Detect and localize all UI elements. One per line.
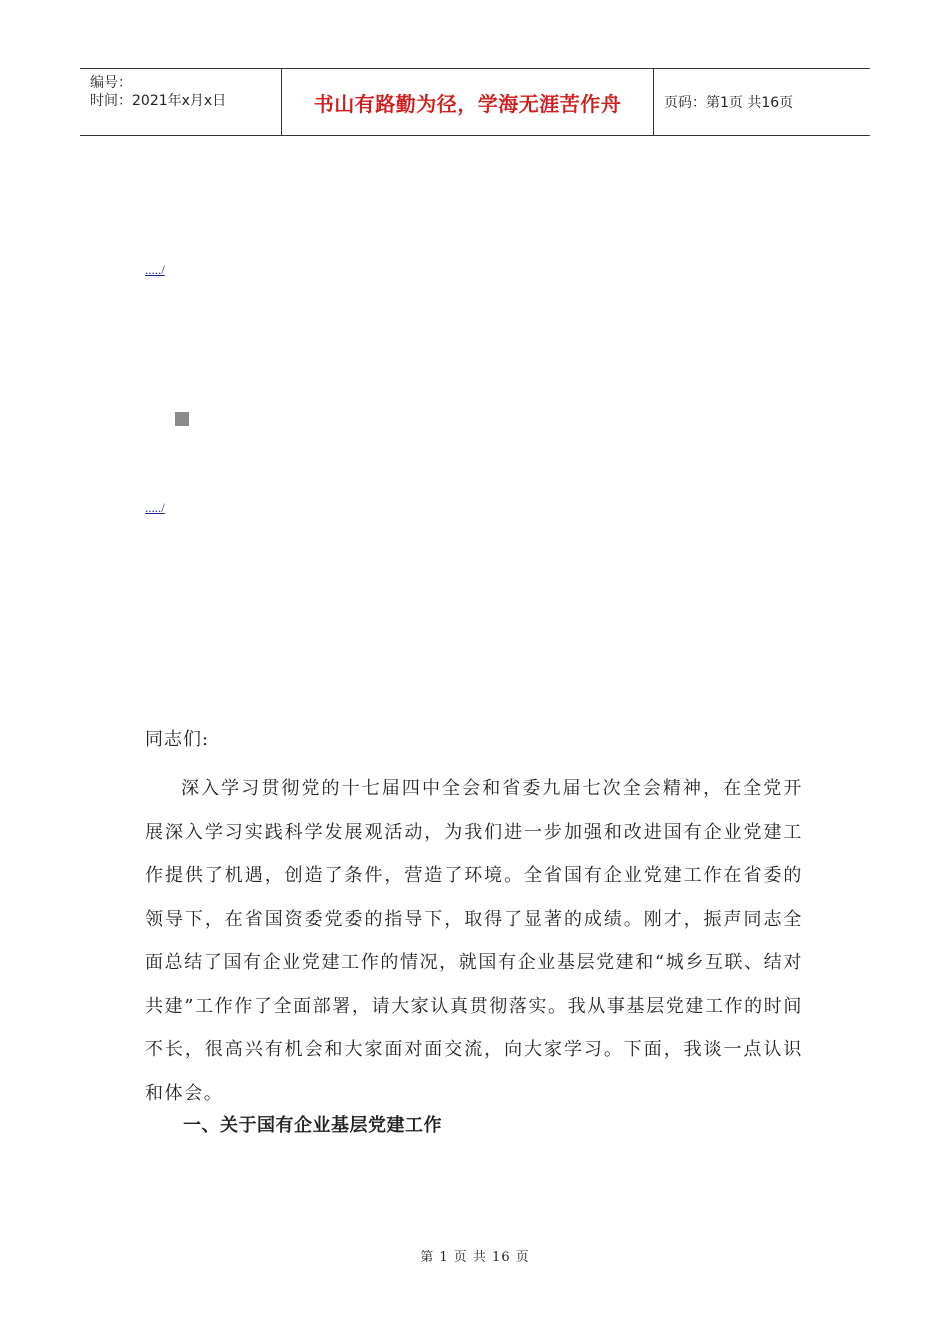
- header-page-code: 页码：第1页 共16页: [664, 95, 794, 111]
- gray-square-icon: [175, 412, 189, 426]
- document-header: [80, 68, 870, 136]
- header-meta-cell: [80, 69, 282, 135]
- dots-link-first[interactable]: ...../: [145, 262, 165, 277]
- dots-link-second[interactable]: ...../: [145, 500, 165, 515]
- page-footer: 第 1 页 共 16 页: [420, 1250, 530, 1265]
- header-motto: 书山有路勤为径，学海无涯苦作舟: [313, 91, 622, 116]
- document-number-label: 编号：: [90, 75, 132, 91]
- section-heading: 一、关于国有企业基层党建工作: [183, 1115, 442, 1136]
- document-time-label: 时间：2021年x月x日: [90, 93, 227, 109]
- header-motto-cell: [282, 69, 654, 135]
- body-paragraph: 深入学习贯彻党的十七届四中全会和省委九届七次全会精神，在全党开展深入学习实践科学发展观活动，为我们进一步加强和改进国有企业党建工作提供了机遇，创造了条件，营造了环境。全省国有企业党建工作在省委的领导下，在省国资委党委的指导下，取得了显著的成绩。刚才，振声同志全面总结了国有企业党建工作的情况，就国有企业基层党建和“城乡互联、结对共建”工作作了全面部署，请大家认真贯彻落实。我从事基层党建工作的时间不长，很高兴有机会和大家面对面交流，向大家学习。下面，我谈一点认识和体会。: [145, 778, 803, 1104]
- header-page-cell: [654, 69, 870, 135]
- speech-greeting: 同志们:: [145, 729, 210, 750]
